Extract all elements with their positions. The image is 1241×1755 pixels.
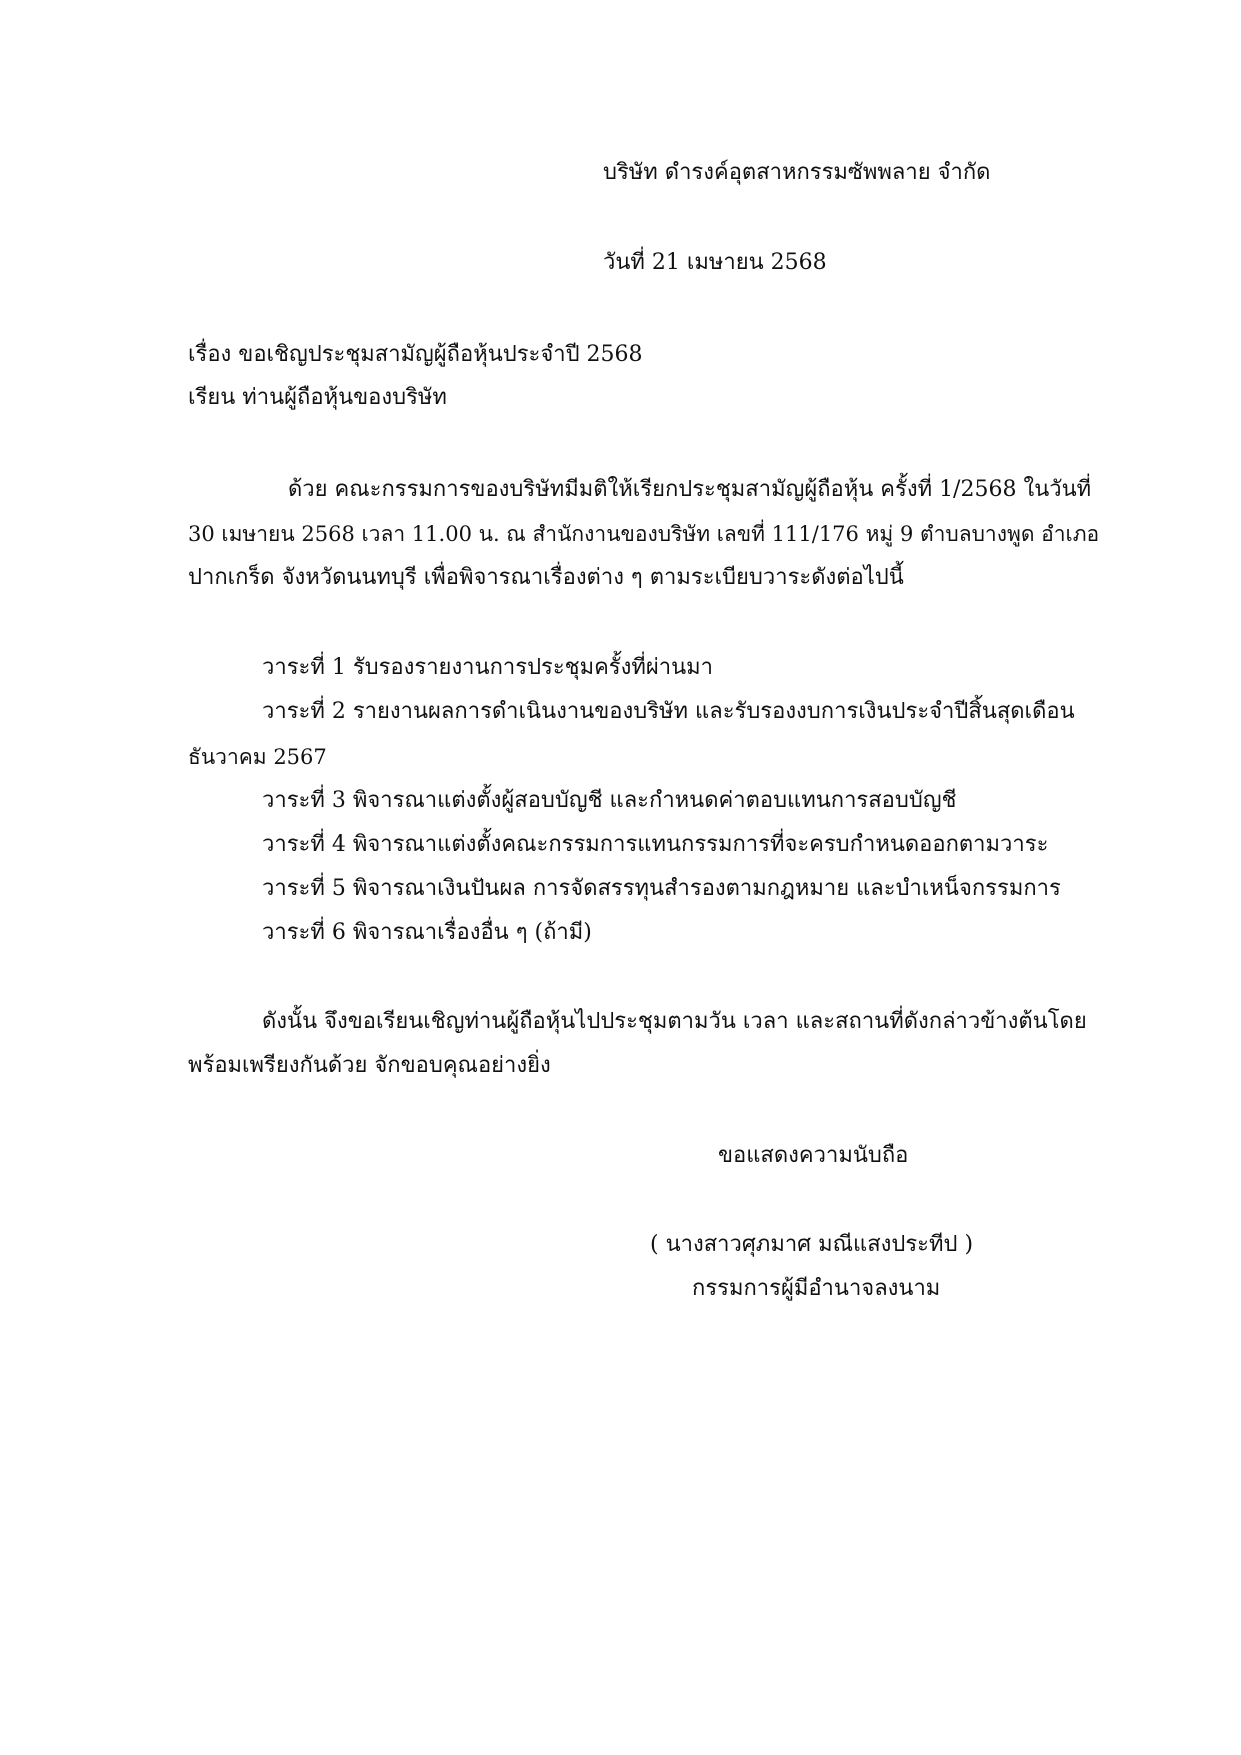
agenda-item-6: วาระที่ 6 พิจารณาเรื่องอื่น ๆ (ถ้ามี) bbox=[262, 920, 592, 945]
company-name: บริษัท ดำรงค์อุตสาหกรรมซัพพลาย จำกัด bbox=[603, 160, 991, 185]
recipient-line: เรียน ท่านผู้ถือหุ้นของบริษัท bbox=[188, 385, 447, 410]
intro-paragraph-line-3: ปากเกร็ด จังหวัดนนทบุรี เพื่อพิจารณาเรื่องต่าง ๆ ตามระเบียบวาระดังต่อไปนี้ bbox=[188, 565, 904, 590]
agenda-item-5: วาระที่ 5 พิจารณาเงินปันผล การจัดสรรทุนสำรองตามกฎหมาย และบำเหน็จกรรมการ bbox=[262, 876, 1061, 901]
intro-paragraph-line-2: 30 เมษายน 2568 เวลา 11.00 น. ณ สำนักงานของบริษัท เลขที่ 111/176 หมู่ 9 ตำบลบางพูด อำเภอ bbox=[188, 522, 1100, 546]
closing-paragraph-line-1: ดังนั้น จึงขอเรียนเชิญท่านผู้ถือหุ้นไปประชุมตามวัน เวลา และสถานที่ดังกล่าวข้างต้นโดย bbox=[262, 1009, 1087, 1034]
intro-paragraph-line-1: ด้วย คณะกรรมการของบริษัทมีมติให้เรียกประชุมสามัญผู้ถือหุ้น ครั้งที่ 1/2568 ในวันที่ bbox=[288, 477, 1092, 502]
subject-line: เรื่อง ขอเชิญประชุมสามัญผู้ถือหุ้นประจำปี 2568 bbox=[188, 342, 643, 367]
agenda-item-2-line-1: วาระที่ 2 รายงานผลการดำเนินงานของบริษัท และรับรองงบการเงินประจำปีสิ้นสุดเดือน bbox=[262, 699, 1075, 724]
signatory-name: ( นางสาวศุภมาศ มณีแสงประทีป ) bbox=[650, 1232, 974, 1257]
closing-paragraph-line-2: พร้อมเพรียงกันด้วย จักขอบคุณอย่างยิ่ง bbox=[188, 1053, 551, 1078]
regards-line: ขอแสดงความนับถือ bbox=[718, 1143, 909, 1168]
agenda-item-4: วาระที่ 4 พิจารณาแต่งตั้งคณะกรรมการแทนกรรมการที่จะครบกำหนดออกตามวาระ bbox=[262, 832, 1049, 857]
letter-date: วันที่ 21 เมษายน 2568 bbox=[603, 250, 827, 275]
agenda-item-2-line-2: ธันวาคม 2567 bbox=[188, 745, 327, 769]
agenda-item-1: วาระที่ 1 รับรองรายงานการประชุมครั้งที่ผ่านมา bbox=[262, 655, 714, 680]
signatory-title: กรรมการผู้มีอำนาจลงนาม bbox=[692, 1276, 941, 1301]
agenda-item-3: วาระที่ 3 พิจารณาแต่งตั้งผู้สอบบัญชี และกำหนดค่าตอบแทนการสอบบัญชี bbox=[262, 788, 957, 813]
